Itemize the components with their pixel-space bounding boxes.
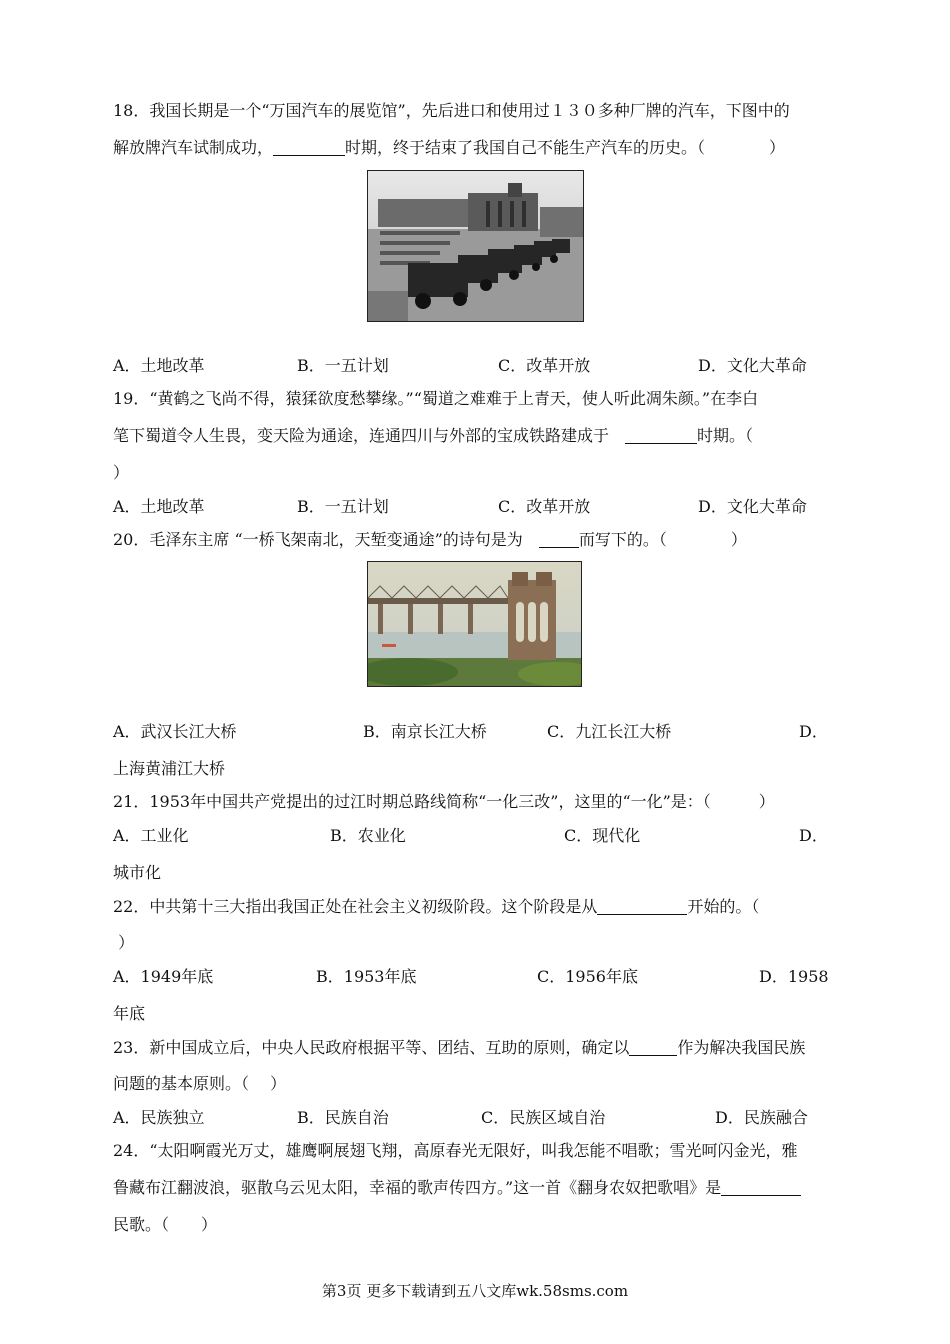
- q20-option-c: C．九江长江大桥: [547, 722, 672, 741]
- q22-line1-b: 开始的。（: [687, 897, 760, 916]
- q18-line1: 18．我国长期是一个“万国汽车的展览馆”，先后进口和使用过１３０多种厂牌的汽车，下图中的: [113, 101, 790, 120]
- q22-line1-a: 22．中共第十三大指出我国正处在社会主义初级阶段。这个阶段是从: [113, 897, 598, 916]
- q23-blank: [629, 1039, 677, 1056]
- bridge-photo: [367, 561, 582, 687]
- q24-line2-a: 鲁藏布江翻波浪，驱散乌云见太阳，幸福的歌声传四方。”这一首《翻身农奴把歌唱》是: [113, 1178, 722, 1197]
- q19-option-c: C．改革开放: [498, 497, 591, 516]
- q21-option-b: B．农业化: [330, 826, 406, 845]
- q20-option-d: D．: [799, 722, 828, 741]
- truck-factory-photo: [367, 170, 584, 322]
- q22-line2: ）: [113, 933, 135, 952]
- q19-option-a: A．土地改革: [113, 497, 205, 516]
- q19-line2: [113, 426, 753, 446]
- bridge-photo-drawing: [368, 562, 581, 686]
- q22-blank: [597, 898, 687, 915]
- truck-factory-photo-drawing: [368, 171, 583, 321]
- q21-option-d: D．: [799, 826, 828, 845]
- q24-line2: [113, 1178, 801, 1198]
- q22-line1: [113, 897, 759, 917]
- q19-blank: [625, 427, 697, 444]
- q22-option-b: B．1953年底: [316, 967, 417, 986]
- q24-line3: 民歌。（ ）: [113, 1215, 218, 1234]
- q23-option-a: A．民族独立: [113, 1108, 205, 1127]
- q22-option-d: D．1958: [759, 967, 829, 986]
- q24-blank: [721, 1179, 801, 1196]
- q21-option-c: C．现代化: [564, 826, 641, 845]
- q23-option-b: B．民族自治: [297, 1108, 389, 1127]
- q18-option-a: A．土地改革: [113, 356, 205, 375]
- q18-line2-a: 解放牌汽车试制成功，: [113, 138, 274, 157]
- q21-option-a: A．工业化: [113, 826, 189, 845]
- q22-option-c: C．1956年底: [537, 967, 638, 986]
- q20-blank: [539, 531, 579, 548]
- page-footer: 第3页 更多下载请到五八文库wk.58sms.com: [321, 1282, 629, 1300]
- q18-line2: [113, 138, 785, 158]
- q19-option-b: B．一五计划: [297, 497, 389, 516]
- q20-line1-a: 20．毛泽东主席 “一桥飞架南北，天堑变通途”的诗句是为: [113, 530, 539, 549]
- q19-line2-a: 笔下蜀道令人生畏，变天险为通途，连通四川与外部的宝成铁路建成于: [113, 426, 626, 445]
- q23-option-c: C．民族区域自治: [481, 1108, 606, 1127]
- q18-option-c: C．改革开放: [498, 356, 591, 375]
- q23-line1: [113, 1038, 805, 1058]
- q19-line3: ）: [113, 463, 130, 482]
- q23-line1-b: 作为解决我国民族: [677, 1038, 806, 1057]
- q21-option-d-cont: 城市化: [113, 863, 162, 882]
- q22-option-d-cont: 年底: [113, 1004, 146, 1023]
- q20-option-b: B．南京长江大桥: [363, 722, 487, 741]
- q18-blank: [273, 139, 345, 156]
- q23-option-d: D．民族融合: [715, 1108, 808, 1127]
- q20-line1-b: 而写下的。（ ）: [578, 530, 747, 549]
- q23-line2: 问题的基本原则。（ ）: [113, 1074, 287, 1093]
- q18-option-b: B．一五计划: [297, 356, 389, 375]
- q22-option-a: A．1949年底: [113, 967, 214, 986]
- q18-option-d: D．文化大革命: [698, 356, 807, 375]
- q24-line1: 24．“太阳啊霞光万丈，雄鹰啊展翅飞翔，高原春光无限好，叫我怎能不唱歌；雪光呵闪金光，雅: [113, 1141, 798, 1160]
- q20-option-a: A．武汉长江大桥: [113, 722, 237, 741]
- q20-line1: [113, 530, 747, 550]
- q19-line2-b: 时期。（: [697, 426, 754, 445]
- q20-option-d-cont: 上海黄浦江大桥: [113, 759, 226, 778]
- q19-option-d: D．文化大革命: [698, 497, 807, 516]
- q19-line1: 19．“黄鹤之飞尚不得，猿猱欲度愁攀缘。”“蜀道之难难于上青天，使人听此凋朱颜。”在李白: [113, 389, 759, 408]
- q23-line1-a: 23．新中国成立后，中央人民政府根据平等、团结、互助的原则，确定以: [113, 1038, 630, 1057]
- q18-line2-b: 时期，终于结束了我国自己不能生产汽车的历史。（ ）: [345, 138, 786, 157]
- q21-line1: 21．1953年中国共产党提出的过江时期总路线简称“一化三改”，这里的“一化”是：（ ）: [113, 792, 775, 811]
